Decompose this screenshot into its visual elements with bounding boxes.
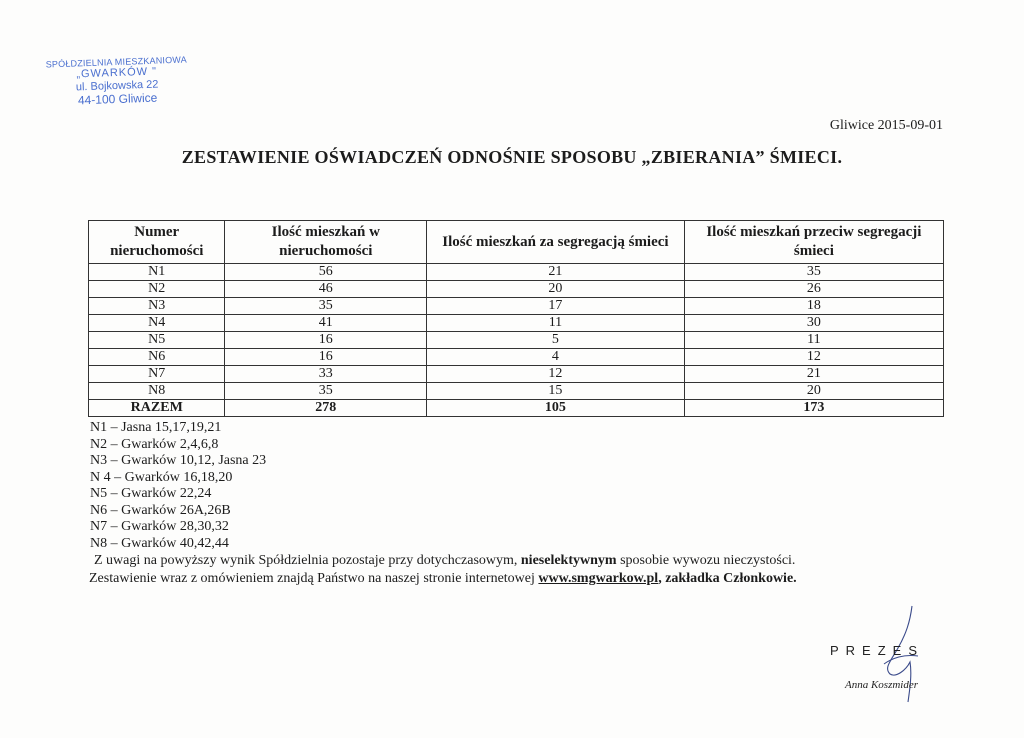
cooperative-stamp: [41, 54, 193, 109]
table-row: [89, 383, 944, 400]
document-date: Gliwice 2015-09-01: [829, 118, 943, 133]
note-1-text-b: sposobie wywozu nieczystości.: [616, 553, 796, 568]
table-cell: N5: [89, 332, 225, 349]
note-2-text: Zestawienie wraz z omówieniem znajdą Państwo na naszej stronie internetowej: [89, 571, 539, 586]
table-header-row: [89, 221, 944, 264]
table-cell: N4: [89, 315, 225, 332]
address-item: N6 – Gwarków 26A,26B: [90, 502, 231, 518]
total-cell: 278: [225, 400, 427, 417]
header-against-segregation: Ilość mieszkań przeciw segregacji śmieci: [684, 221, 943, 264]
table-cell: N8: [89, 383, 225, 400]
table-cell: 46: [225, 281, 427, 298]
table-cell: 15: [427, 383, 685, 400]
table-cell: 21: [427, 264, 685, 281]
total-cell: 173: [684, 400, 943, 417]
note-line-2: [89, 570, 797, 588]
header-apartment-count: Ilość mieszkań w nieruchomości: [225, 221, 427, 264]
stamp-line-3: ul. Bojkowska 22: [75, 78, 159, 94]
total-cell: RAZEM: [89, 400, 225, 417]
table-row: [89, 298, 944, 315]
table-cell: 56: [225, 264, 427, 281]
table-cell: 12: [684, 349, 943, 366]
table-cell: 33: [225, 366, 427, 383]
address-item: N3 – Gwarków 10,12, Jasna 23: [90, 453, 267, 468]
table-row: [89, 332, 944, 349]
table-cell: 4: [427, 349, 685, 366]
table-cell: 16: [225, 349, 427, 366]
table-cell: 20: [684, 383, 943, 400]
address-item: N2 – Gwarków 2,4,6,8: [90, 436, 219, 452]
table-cell: N6: [89, 349, 225, 366]
page-title: ZESTAWIENIE OŚWIADCZEŃ ODNOŚNIE SPOSOBU „ZBIERANIA” ŚMIECI.: [181, 147, 843, 167]
header-property-number: Numer nieruchomości: [89, 221, 225, 264]
table-cell: 21: [684, 366, 943, 383]
address-list: [90, 420, 266, 552]
address-item: N5 – Gwarków 22,24: [90, 486, 212, 501]
total-cell: 105: [427, 400, 685, 417]
address-item: N 4 – Gwarków 16,18,20: [90, 469, 233, 485]
table-cell: 30: [684, 315, 943, 332]
header-for-segregation: Ilość mieszkań za segregacją śmieci: [427, 221, 685, 264]
table-cell: 35: [225, 298, 427, 315]
table-row: [89, 349, 944, 366]
table-row: [89, 366, 944, 383]
stamp-line-4: 44-100 Gliwice: [77, 90, 158, 107]
table-row: [89, 281, 944, 298]
table-body: [89, 264, 944, 417]
stamp-line-2: „GWARKÓW ": [76, 65, 158, 81]
note-1-text-a: Z uwagi na powyższy wynik Spółdzielnia pozostaje przy dotychczasowym,: [94, 553, 521, 568]
table-cell: 26: [684, 281, 943, 298]
notes: [89, 552, 797, 588]
signatory-role: PREZES: [830, 643, 925, 658]
table-cell: 41: [225, 315, 427, 332]
address-item: N1 – Jasna 15,17,19,21: [90, 420, 222, 435]
table-cell: 12: [427, 366, 685, 383]
table-cell: 5: [427, 332, 685, 349]
signatory-name: Anna Koszmider: [845, 679, 919, 691]
table-cell: 18: [684, 298, 943, 315]
table-cell: 20: [427, 281, 685, 298]
note-line-1: [89, 552, 797, 570]
address-item: N8 – Gwarków 40,42,44: [90, 535, 229, 551]
stamp-line-1: SPÓŁDZIELNIA MIESZKANIOWA: [45, 54, 188, 70]
note-2-bold: , zakładka Członkowie.: [658, 571, 797, 586]
website-link[interactable]: www.smgwarkow.pl: [538, 571, 659, 586]
table-cell: N1: [89, 264, 225, 281]
table-cell: 35: [225, 383, 427, 400]
table-cell: 11: [427, 315, 685, 332]
table-cell: N7: [89, 366, 225, 383]
table-cell: 17: [427, 298, 685, 315]
table-row: [89, 264, 944, 281]
table-cell: 16: [225, 332, 427, 349]
note-1-bold: nieselektywnym: [520, 553, 617, 568]
table-row: [89, 315, 944, 332]
address-item: N7 – Gwarków 28,30,32: [90, 519, 229, 534]
total-row: [89, 400, 944, 417]
table-cell: N3: [89, 298, 225, 315]
table-cell: 11: [684, 332, 943, 349]
summary-table: [88, 220, 944, 417]
table-cell: N2: [89, 281, 225, 298]
table-cell: 35: [684, 264, 943, 281]
